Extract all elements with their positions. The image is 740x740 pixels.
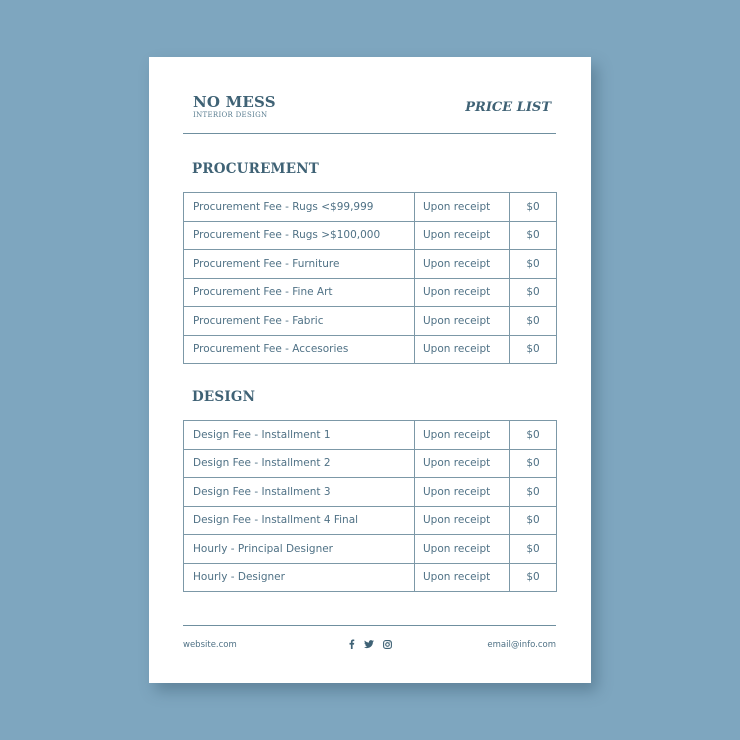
item-price: $0	[510, 221, 557, 250]
procurement-table	[183, 192, 557, 364]
item-terms: Upon receipt	[415, 193, 510, 222]
item-price: $0	[510, 278, 557, 307]
item-terms: Upon receipt	[415, 335, 510, 364]
table-row	[184, 478, 557, 507]
price-list-sheet	[149, 57, 591, 683]
brand-tagline: INTERIOR DESIGN	[193, 111, 268, 119]
item-terms: Upon receipt	[415, 506, 510, 535]
table-row	[184, 535, 557, 564]
item-terms: Upon receipt	[415, 307, 510, 336]
item-price: $0	[510, 449, 557, 478]
table-row	[184, 250, 557, 279]
item-price: $0	[510, 506, 557, 535]
item-name: Design Fee - Installment 4 Final	[184, 506, 415, 535]
item-terms: Upon receipt	[415, 563, 510, 592]
table-row	[184, 506, 557, 535]
table-row	[184, 278, 557, 307]
brand-name: NO MESS	[193, 93, 276, 111]
item-name: Procurement Fee - Fabric	[184, 307, 415, 336]
social-links	[348, 639, 392, 649]
instagram-icon[interactable]	[383, 640, 392, 649]
item-terms: Upon receipt	[415, 535, 510, 564]
table-row	[184, 193, 557, 222]
item-name: Procurement Fee - Furniture	[184, 250, 415, 279]
section-title-procurement: PROCUREMENT	[192, 161, 319, 177]
section-title-design: DESIGN	[192, 389, 256, 405]
item-price: $0	[510, 335, 557, 364]
item-name: Procurement Fee - Rugs >$100,000	[184, 221, 415, 250]
item-terms: Upon receipt	[415, 221, 510, 250]
footer-email-link[interactable]: email@info.com	[487, 640, 556, 650]
facebook-icon[interactable]	[348, 639, 355, 649]
item-terms: Upon receipt	[415, 449, 510, 478]
table-row	[184, 307, 557, 336]
design-table	[183, 420, 557, 592]
item-name: Design Fee - Installment 1	[184, 421, 415, 450]
table-row	[184, 563, 557, 592]
item-name: Design Fee - Installment 3	[184, 478, 415, 507]
item-price: $0	[510, 478, 557, 507]
table-row	[184, 335, 557, 364]
item-name: Procurement Fee - Rugs <$99,999	[184, 193, 415, 222]
item-name: Procurement Fee - Accesories	[184, 335, 415, 364]
item-price: $0	[510, 193, 557, 222]
item-price: $0	[510, 563, 557, 592]
item-terms: Upon receipt	[415, 478, 510, 507]
footer-website-link[interactable]: website.com	[183, 640, 237, 650]
item-name: Hourly - Principal Designer	[184, 535, 415, 564]
table-row	[184, 221, 557, 250]
item-name: Hourly - Designer	[184, 563, 415, 592]
twitter-icon[interactable]	[364, 640, 374, 649]
item-terms: Upon receipt	[415, 250, 510, 279]
table-row	[184, 421, 557, 450]
item-name: Design Fee - Installment 2	[184, 449, 415, 478]
item-price: $0	[510, 250, 557, 279]
item-price: $0	[510, 421, 557, 450]
item-name: Procurement Fee - Fine Art	[184, 278, 415, 307]
footer-divider	[183, 625, 556, 626]
header-divider	[183, 133, 556, 134]
table-row	[184, 449, 557, 478]
item-price: $0	[510, 307, 557, 336]
item-terms: Upon receipt	[415, 421, 510, 450]
document-title: PRICE LIST	[465, 100, 551, 115]
item-price: $0	[510, 535, 557, 564]
item-terms: Upon receipt	[415, 278, 510, 307]
